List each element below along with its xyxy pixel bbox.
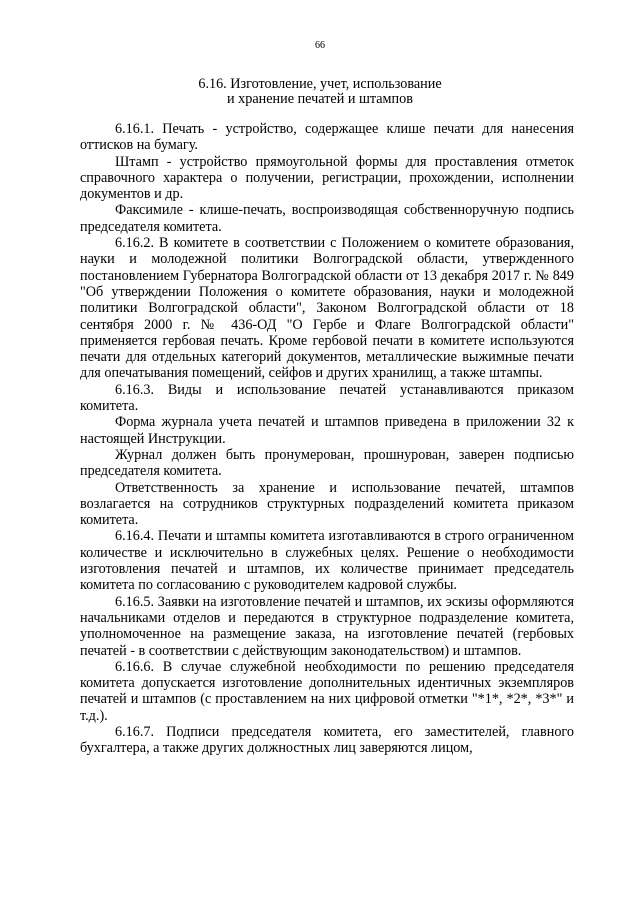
page-number: 66: [315, 40, 325, 51]
paragraph: Журнал должен быть пронумерован, прошнурован, заверен подписью председателя комитета.: [80, 446, 574, 480]
paragraph: 6.16.1. Печать - устройство, содержащее клише печати для нанесения оттисков на бумагу.: [80, 121, 574, 154]
section-heading-line-2: и хранение печатей и штампов: [227, 91, 413, 107]
paragraph: 6.16.3. Виды и использование печатей устанавливаются приказом комитета.: [80, 381, 574, 415]
paragraph: 6.16.6. В случае служебной необходимости по решению председателя комитета допускается изготовление дополнительных идентичных экземпляров печатей и штампов (с проставлением на них цифровой отметки "*1*, *2*, *3*" и т.д.).: [80, 658, 574, 724]
paragraph: Ответственность за хранение и использование печатей, штампов возлагается на сотрудников структурных подразделений комитета приказом комитета.: [80, 479, 574, 529]
paragraph: 6.16.7. Подписи председателя комитета, его заместителей, главного бухгалтера, а также других должностных лиц заверяются лицом,: [80, 723, 574, 757]
paragraph: 6.16.4. Печати и штампы комитета изготавливаются в строго ограниченном количестве и исключительно в служебных целях. Решение о необходимости изготовления печатей и штампов, их количестве принимает председатель комитета по согласованию с руководителем кадровой службы.: [80, 528, 574, 594]
section-heading-line-1: 6.16. Изготовление, учет, использование: [198, 76, 442, 92]
paragraph: Форма журнала учета печатей и штампов приведена в приложении 32 к настоящей Инструкции.: [80, 414, 574, 447]
paragraph: 6.16.5. Заявки на изготовление печатей и штампов, их эскизы оформляются начальниками отделов и передаются в структурное подразделение комитета, уполномоченное на размещение заказа, на изготовление печатей (гербовых печатей - в соответствии с действующим законодательством) и штампов.: [80, 593, 574, 659]
section-heading: [0, 77, 640, 107]
paragraph: Штамп - устройство прямоугольной формы для проставления отметок справочного характера о получении, регистрации, прохождении, исполнении документов и др.: [80, 153, 574, 203]
paragraph: Факсимиле - клише-печать, воспроизводящая собственноручную подпись председателя комитета.: [80, 202, 574, 235]
document-body: [80, 121, 574, 757]
paragraph: 6.16.2. В комитете в соответствии с Положением о комитете образования, науки и молодежной политики Волгоградской области, утвержденного постановлением Губернатора Волгоградской области от 13 декабря 2017 г. № 849 "Об утверждении Положения о комитете образования, науки и молодежной политики Волгоградской области", Законом Волгоградской области от 18 сентября 2000 г. № 436-ОД "О Гербе и Флаге Волгоградской области" применяется гербовая печать. Кроме гербовой печати в комитете используются печати для отдельных категорий документов, металлические выжимные печати для опечатывания помещений, сейфов и других хранилищ, а также штампы.: [80, 235, 574, 382]
